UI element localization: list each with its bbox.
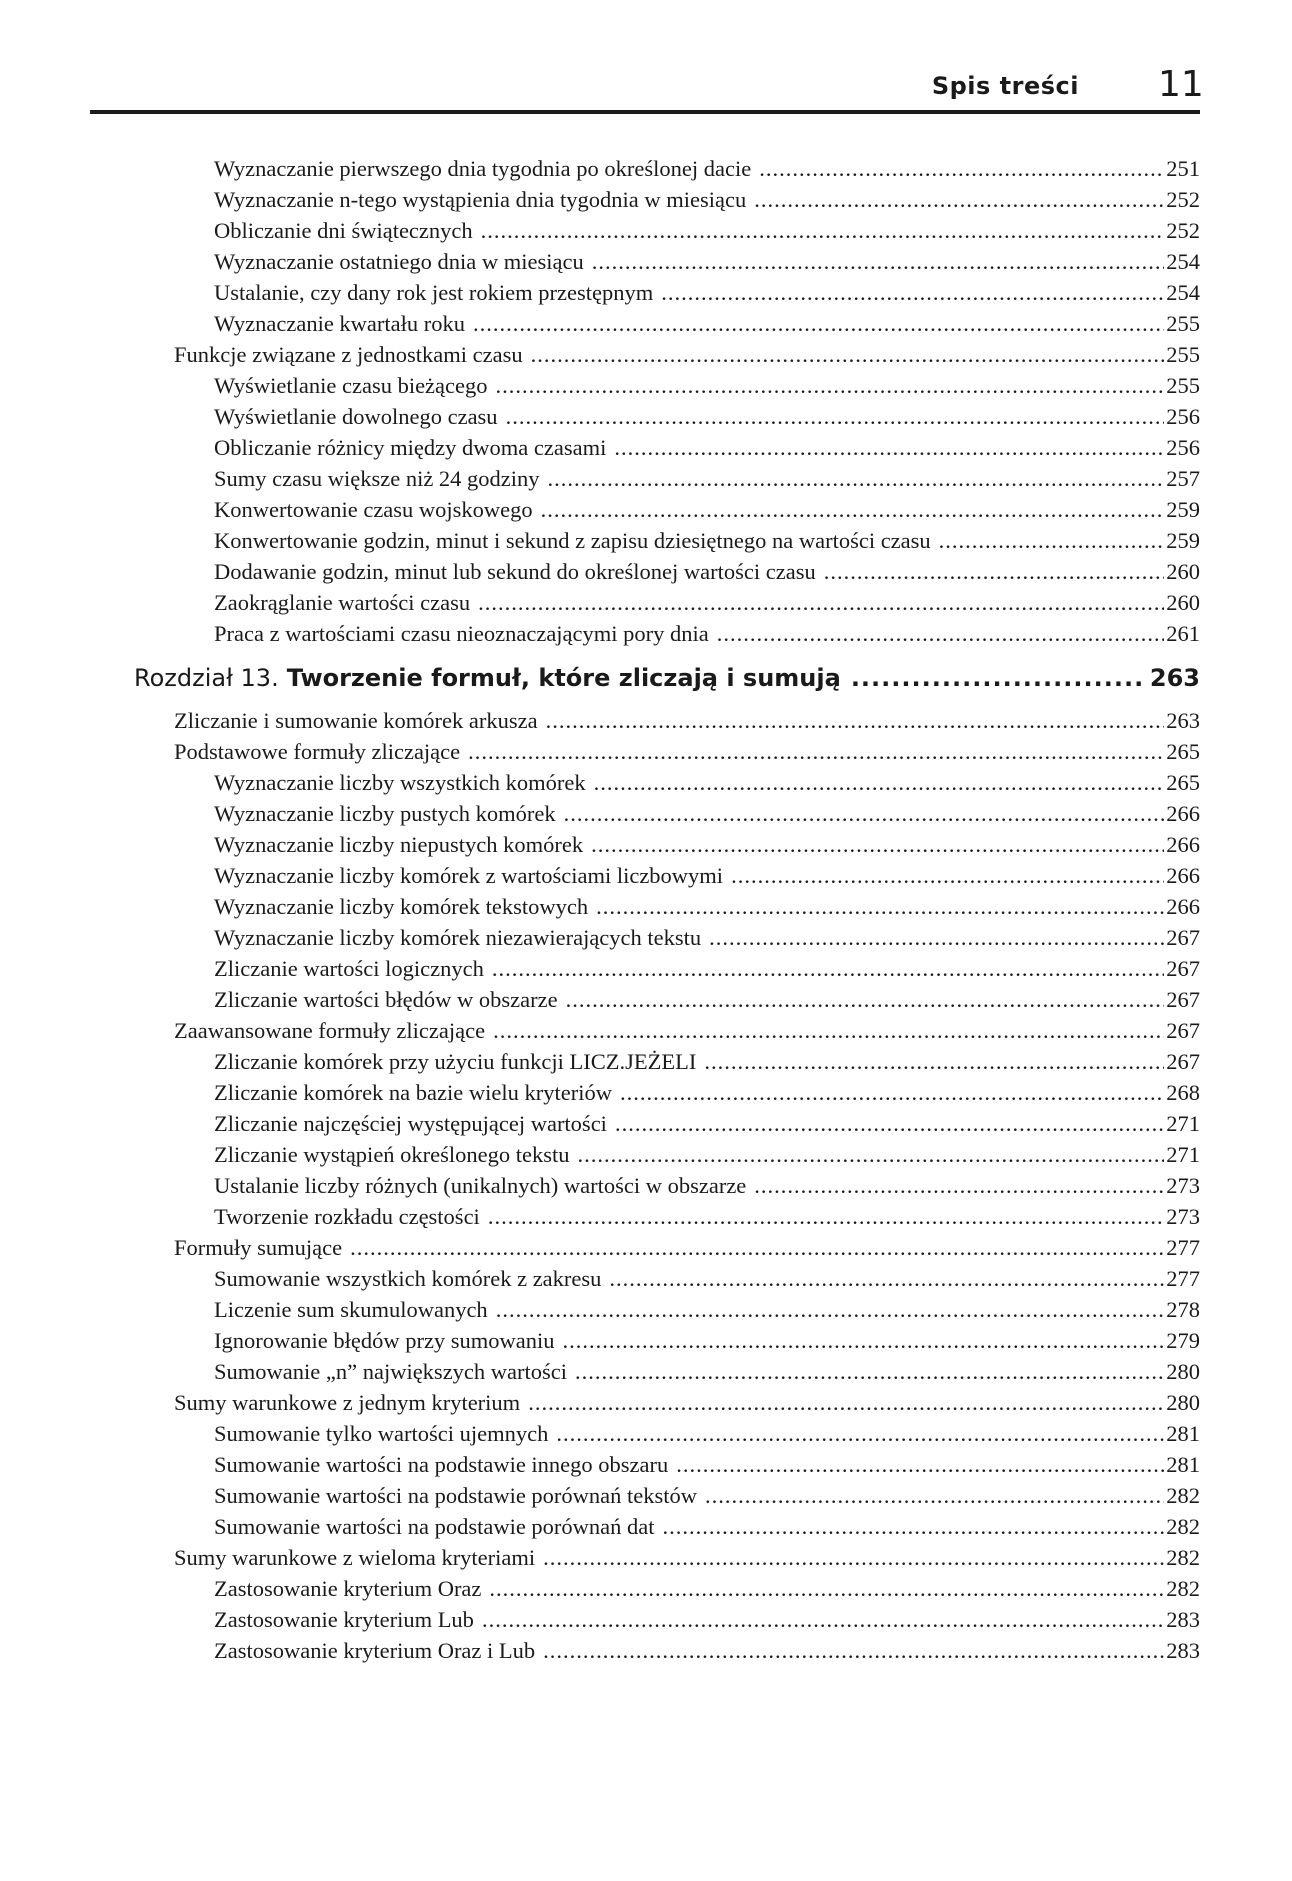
dot-leader [759,153,1164,184]
dot-leader [614,432,1164,463]
toc-entry-page-number: 254 [1166,249,1200,274]
running-header [0,0,1292,120]
dot-leader [506,401,1165,432]
header-rule [90,110,1200,114]
toc-entry-page-number: 266 [1166,863,1200,888]
toc-entry-title: Sumowanie tylko wartości ujemnych [214,1421,549,1446]
table-of-contents [0,153,1292,1666]
dot-leader [496,370,1165,401]
toc-subsection-entry[interactable] [214,463,1200,494]
toc-entry-title: Zastosowanie kryterium Oraz i Lub [214,1638,536,1663]
dot-leader [596,891,1164,922]
toc-entry-page-number: 267 [1166,1018,1200,1043]
toc-entry-page-number: 259 [1166,497,1200,522]
dot-leader [566,984,1165,1015]
toc-subsection-entry[interactable] [214,184,1200,215]
toc-subsection-entry[interactable] [214,891,1200,922]
dot-leader [541,494,1165,525]
toc-subsection-entry[interactable] [214,587,1200,618]
toc-entry-page-number: 273 [1166,1173,1200,1198]
toc-entry-title: Wyznaczanie n-tego wystąpienia dnia tygodnia w miesiącu [214,187,747,212]
toc-entry-page-number: 260 [1166,590,1200,615]
dot-leader [482,1604,1164,1635]
toc-entry-title: Podstawowe formuły zliczające [174,739,461,764]
toc-entry-page-number: 267 [1166,925,1200,950]
toc-entry-title: Sumowanie wartości na podstawie porównań tekstów [214,1483,698,1508]
chapter-label: Rozdział 13. [134,664,279,692]
toc-subsection-entry[interactable] [214,1573,1200,1604]
toc-entry-page-number: 267 [1166,987,1200,1012]
dot-leader [556,1418,1164,1449]
toc-entry-title: Wyświetlanie czasu bieżącego [214,373,488,398]
toc-entry-page-number: 271 [1166,1111,1200,1136]
dot-leader [851,653,1146,703]
toc-entry-title: Sumy czasu większe niż 24 godziny [214,466,540,491]
toc-entry-page-number: 282 [1166,1545,1200,1570]
toc-entry-title: Zastosowanie kryterium Oraz [214,1576,482,1601]
toc-entry-page-number: 282 [1166,1576,1200,1601]
dot-leader [578,1139,1165,1170]
toc-subsection-entry[interactable] [214,829,1200,860]
dot-leader [481,215,1165,246]
toc-entry-title: Wyznaczanie liczby niepustych komórek [214,832,584,857]
toc-subsection-entry[interactable] [214,525,1200,556]
toc-entry-title: Zastosowanie kryterium Lub [214,1607,474,1632]
page-number: 11 [1158,64,1204,105]
chapter-title: Tworzenie formuł, które zliczają i sumują [286,664,841,692]
toc-subsection-entry[interactable] [214,1108,1200,1139]
toc-entry-page-number: 267 [1166,956,1200,981]
dot-leader [591,829,1164,860]
toc-entry-page-number: 255 [1166,373,1200,398]
dot-leader [731,860,1164,891]
toc-entry-page-number: 280 [1166,1359,1200,1384]
dot-leader [543,1635,1164,1666]
toc-entry-title: Wyznaczanie kwartału roku [214,311,466,336]
dot-leader [546,705,1165,736]
dot-leader [575,1356,1164,1387]
toc-entry-title: Sumowanie wszystkich komórek z zakresu [214,1266,602,1291]
dot-leader [548,463,1165,494]
toc-entry-page-number: 256 [1166,435,1200,460]
toc-entry-title: Zliczanie komórek na bazie wielu kryteriów [214,1080,612,1105]
toc-section-entry[interactable] [174,1542,1200,1573]
toc-entry-title: Wyznaczanie liczby komórek z wartościami liczbowymi [214,863,724,888]
toc-entry-page-number: 281 [1166,1452,1200,1477]
toc-entry-title: Wyświetlanie dowolnego czasu [214,404,498,429]
toc-entry-page-number: 281 [1166,1421,1200,1446]
dot-leader [939,525,1165,556]
toc-section-entry[interactable] [174,1232,1200,1263]
toc-entry-title: Praca z wartościami czasu nieoznaczającymi pory dnia [214,621,709,646]
toc-entry-title: Wyznaczanie pierwszego dnia tygodnia po określonej dacie [214,156,752,181]
toc-subsection-entry[interactable] [214,1418,1200,1449]
dot-leader [564,798,1165,829]
toc-entry-title: Zliczanie i sumowanie komórek arkusza [174,708,538,733]
toc-entry-title: Wyznaczanie ostatniego dnia w miesiącu [214,249,584,274]
toc-entry-page-number: 254 [1166,280,1200,305]
dot-leader [468,736,1164,767]
toc-subsection-entry[interactable] [214,984,1200,1015]
toc-entry-title: Sumowanie „n” największych wartości [214,1359,568,1384]
toc-subsection-entry[interactable] [214,1170,1200,1201]
dot-leader [350,1232,1164,1263]
dot-leader [709,922,1164,953]
dot-leader [496,1294,1165,1325]
toc-subsection-entry[interactable] [214,1449,1200,1480]
dot-leader [473,308,1164,339]
toc-entry-page-number: 252 [1166,218,1200,243]
toc-entry-page-number: 277 [1166,1266,1200,1291]
toc-entry-page-number: 278 [1166,1297,1200,1322]
toc-entry-title: Zaokrąglanie wartości czasu [214,590,471,615]
toc-subsection-entry[interactable] [214,1263,1200,1294]
toc-entry-title: Zaawansowane formuły zliczające [174,1018,486,1043]
toc-entry-title: Liczenie sum skumulowanych [214,1297,488,1322]
toc-subsection-entry[interactable] [214,494,1200,525]
chapter-page-number: 263 [1149,664,1200,692]
dot-leader [663,1511,1165,1542]
toc-entry-page-number: 265 [1166,739,1200,764]
toc-section-entry[interactable] [174,1387,1200,1418]
toc-entry-title: Funkcje związane z jednostkami czasu [174,342,523,367]
dot-leader [594,767,1165,798]
dot-leader [705,1480,1164,1511]
dot-leader [488,1201,1164,1232]
toc-entry-page-number: 260 [1166,559,1200,584]
toc-entry-page-number: 265 [1166,770,1200,795]
dot-leader [592,246,1165,277]
toc-entry-page-number: 251 [1166,156,1200,181]
toc-entry-title: Zliczanie najczęściej występującej wartości [214,1111,607,1136]
toc-subsection-entry[interactable] [214,618,1200,649]
toc-section-entry[interactable] [174,1015,1200,1046]
toc-subsection-entry[interactable] [214,370,1200,401]
toc-subsection-entry[interactable] [214,1356,1200,1387]
toc-entry-page-number: 255 [1166,342,1200,367]
dot-leader [531,339,1165,370]
toc-entry-title: Zliczanie wystąpień określonego tekstu [214,1142,570,1167]
dot-leader [609,1263,1164,1294]
dot-leader [676,1449,1164,1480]
toc-subsection-entry[interactable] [214,432,1200,463]
toc-entry-title: Ustalanie, czy dany rok jest rokiem przestępnym [214,280,654,305]
toc-entry-page-number: 257 [1166,466,1200,491]
toc-subsection-entry[interactable] [214,798,1200,829]
dot-leader [717,618,1164,649]
toc-subsection-entry[interactable] [214,953,1200,984]
toc-section-entry[interactable] [174,339,1200,370]
dot-leader [493,1015,1164,1046]
toc-entry-page-number: 282 [1166,1514,1200,1539]
toc-subsection-entry[interactable] [214,1201,1200,1232]
running-header-title: Spis treści [931,72,1079,100]
toc-entry-page-number: 279 [1166,1328,1200,1353]
dot-leader [489,1573,1164,1604]
dot-leader [824,556,1165,587]
toc-entry-page-number: 283 [1166,1638,1200,1663]
dot-leader [543,1542,1164,1573]
dot-leader [754,1170,1164,1201]
toc-subsection-entry[interactable] [214,767,1200,798]
chapter-heading[interactable] [134,653,1200,703]
toc-entry-title: Ustalanie liczby różnych (unikalnych) wartości w obszarze [214,1173,747,1198]
toc-entry-page-number: 268 [1166,1080,1200,1105]
toc-entry-title: Zliczanie wartości błędów w obszarze [214,987,558,1012]
toc-section-entry[interactable] [174,736,1200,767]
toc-section-chapter-13 [0,705,1292,1666]
toc-subsection-entry[interactable] [214,1480,1200,1511]
toc-entry-page-number: 271 [1166,1142,1200,1167]
toc-entry-title: Zliczanie komórek przy użyciu funkcji LICZ.JEŻELI [214,1049,697,1074]
toc-subsection-entry[interactable] [214,1604,1200,1635]
toc-entry-title: Wyznaczanie liczby komórek niezawierających tekstu [214,925,702,950]
toc-entry-page-number: 256 [1166,404,1200,429]
toc-entry-page-number: 263 [1166,708,1200,733]
toc-entry-page-number: 266 [1166,832,1200,857]
dot-leader [615,1108,1164,1139]
toc-subsection-entry[interactable] [214,1077,1200,1108]
toc-entry-page-number: 283 [1166,1607,1200,1632]
toc-entry-title: Sumowanie wartości na podstawie innego obszaru [214,1452,669,1477]
dot-leader [478,587,1164,618]
toc-entry-title: Formuły sumujące [174,1235,343,1260]
toc-subsection-entry[interactable] [214,1139,1200,1170]
toc-entry-title: Dodawanie godzin, minut lub sekund do określonej wartości czasu [214,559,816,584]
toc-entry-page-number: 267 [1166,1049,1200,1074]
toc-subsection-entry[interactable] [214,1511,1200,1542]
toc-subsection-entry[interactable] [214,860,1200,891]
toc-subsection-entry[interactable] [214,401,1200,432]
toc-entry-page-number: 261 [1166,621,1200,646]
dot-leader [661,277,1164,308]
toc-subsection-entry[interactable] [214,1294,1200,1325]
toc-subsection-entry[interactable] [214,556,1200,587]
toc-subsection-entry[interactable] [214,215,1200,246]
toc-section-entry[interactable] [174,705,1200,736]
toc-entry-title: Ignorowanie błędów przy sumowaniu [214,1328,555,1353]
toc-entry-title: Obliczanie różnicy między dwoma czasami [214,435,607,460]
toc-entry-title: Zliczanie wartości logicznych [214,956,484,981]
toc-entry-page-number: 252 [1166,187,1200,212]
toc-entry-title: Wyznaczanie liczby komórek tekstowych [214,894,589,919]
dot-leader [620,1077,1164,1108]
toc-subsection-entry[interactable] [214,308,1200,339]
dot-leader [528,1387,1164,1418]
toc-subsection-entry[interactable] [214,922,1200,953]
toc-entry-title: Wyznaczanie liczby pustych komórek [214,801,556,826]
toc-entry-page-number: 280 [1166,1390,1200,1415]
toc-entry-title: Obliczanie dni świątecznych [214,218,473,243]
toc-entry-page-number: 273 [1166,1204,1200,1229]
toc-entry-page-number: 255 [1166,311,1200,336]
toc-entry-title: Sumowanie wartości na podstawie porównań dat [214,1514,655,1539]
toc-subsection-entry[interactable] [214,1635,1200,1666]
toc-entry-title: Sumy warunkowe z wieloma kryteriami [174,1545,536,1570]
toc-entry-page-number: 266 [1166,894,1200,919]
toc-entry-page-number: 277 [1166,1235,1200,1260]
toc-entry-title: Sumy warunkowe z jednym kryterium [174,1390,521,1415]
toc-section-previous-chapter [0,153,1292,649]
toc-entry-title: Konwertowanie czasu wojskowego [214,497,533,522]
dot-leader [563,1325,1165,1356]
toc-entry-title: Wyznaczanie liczby wszystkich komórek [214,770,586,795]
toc-entry-page-number: 266 [1166,801,1200,826]
toc-entry-page-number: 282 [1166,1483,1200,1508]
toc-subsection-entry[interactable] [214,1046,1200,1077]
toc-subsection-entry[interactable] [214,277,1200,308]
toc-entry-page-number: 259 [1166,528,1200,553]
dot-leader [492,953,1164,984]
toc-subsection-entry[interactable] [214,153,1200,184]
dot-leader [754,184,1164,215]
toc-entry-title: Tworzenie rozkładu częstości [214,1204,480,1229]
toc-subsection-entry[interactable] [214,1325,1200,1356]
toc-entry-title: Konwertowanie godzin, minut i sekund z zapisu dziesiętnego na wartości czasu [214,528,931,553]
dot-leader [704,1046,1164,1077]
toc-subsection-entry[interactable] [214,246,1200,277]
